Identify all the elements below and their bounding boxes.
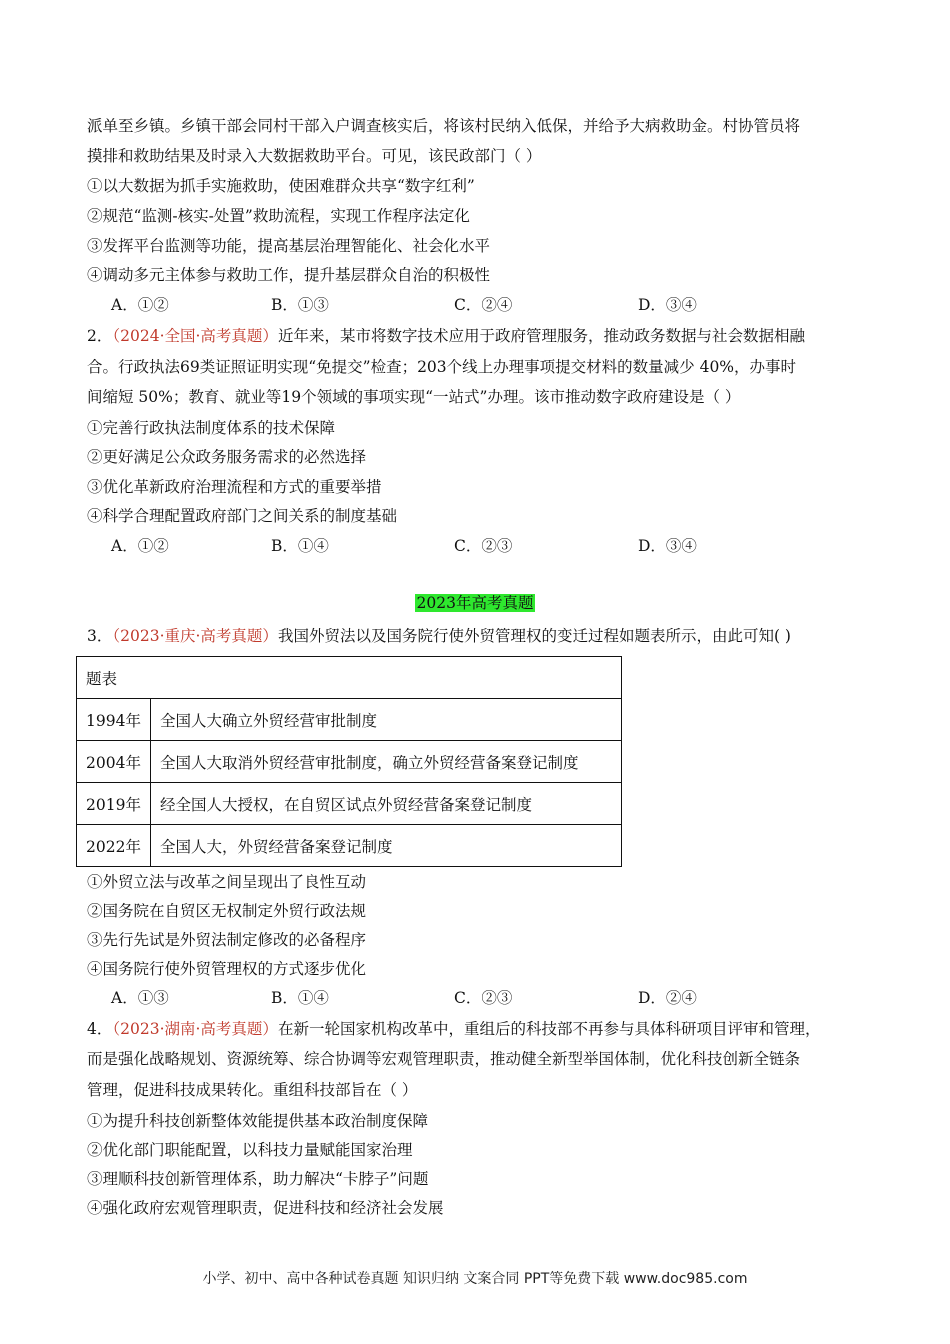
q3-option-b[interactable]: B．①④ <box>271 989 329 1007</box>
q3-options <box>87 988 867 1008</box>
q4-statement: ③理顺科技创新管理体系，助力解决“卡脖子”问题 <box>87 1170 429 1188</box>
table-text: 全国人大，外贸经营备案登记制度 <box>151 825 622 867</box>
q1-text-line: 派单至乡镇。乡镇干部会同村干部入户调查核实后，将该村民纳入低保，并给予大病救助金。村协管员将 <box>87 117 801 135</box>
q3-statement: ④国务院行使外贸管理权的方式逐步优化 <box>87 960 367 978</box>
q3-option-c[interactable]: C．②③ <box>454 989 513 1007</box>
page-footer: 小学、初中、高中各种试卷真题 知识归纳 文案合同 PPT等免费下载 www.doc985.com <box>202 1271 748 1287</box>
table-text: 全国人大取消外贸经营审批制度，确立外贸经营备案登记制度 <box>151 741 622 783</box>
section-title-text: 2023年高考真题 <box>416 594 534 612</box>
q2-statement: ①完善行政执法制度体系的技术保障 <box>87 419 336 437</box>
q3-table <box>76 656 622 867</box>
q1-statement: ③发挥平台监测等功能，提高基层治理智能化、社会化水平 <box>87 237 491 255</box>
table-year: 2019年 <box>77 783 151 825</box>
q2-statement: ④科学合理配置政府部门之间关系的制度基础 <box>87 507 398 525</box>
q2-stem: 近年来，某市将数字技术应用于政府管理服务，推动政务数据与社会数据相融 <box>277 327 805 345</box>
q1-statement: ②规范“监测-核实-处置”救助流程，实现工作程序法定化 <box>87 207 470 225</box>
table-year: 2022年 <box>77 825 151 867</box>
q2-options <box>87 536 867 556</box>
q2-statement: ②更好满足公众政务服务需求的必然选择 <box>87 448 367 466</box>
table-row <box>77 783 622 825</box>
q4-statement: ②优化部门职能配置，以科技力量赋能国家治理 <box>87 1141 413 1159</box>
q2-source: （2024·全国·高考真题） <box>112 327 278 345</box>
q4-statement: ④强化政府宏观管理职责，促进科技和经济社会发展 <box>87 1199 444 1217</box>
q4-first-line <box>87 1019 820 1039</box>
q2-option-d[interactable]: D．③④ <box>638 537 697 555</box>
q1-option-c[interactable]: C．②④ <box>454 296 513 314</box>
q1-statement: ①以大数据为抓手实施救助，使困难群众共享“数字红利” <box>87 177 475 195</box>
q4-source: （2023·湖南·高考真题） <box>112 1020 278 1038</box>
q4-text-line: 管理，促进科技成果转化。重组科技部旨在（ ） <box>87 1081 418 1099</box>
section-title <box>0 592 950 614</box>
table-text: 全国人大确立外贸经营审批制度 <box>151 699 622 741</box>
q1-option-b[interactable]: B．①③ <box>271 296 329 314</box>
q1-option-a[interactable]: A．①② <box>111 296 169 314</box>
table-year: 1994年 <box>77 699 151 741</box>
q1-option-d[interactable]: D．③④ <box>638 296 697 314</box>
table-year: 2004年 <box>77 741 151 783</box>
q2-option-c[interactable]: C．②③ <box>454 537 513 555</box>
q3-statement: ①外贸立法与改革之间呈现出了良性互动 <box>87 873 367 891</box>
q3-source: （2023·重庆·高考真题） <box>112 627 278 645</box>
table-text: 经全国人大授权，在自贸区试点外贸经营备案登记制度 <box>151 783 622 825</box>
q4-statement: ①为提升科技创新整体效能提供基本政治制度保障 <box>87 1112 429 1130</box>
q2-text-line: 间缩短 50%；教育、就业等19个领域的事项实现“一站式”办理。该市推动数字政府建设是（ ） <box>87 388 741 406</box>
q2-text-line: 合。行政执法69类证照证明实现“免提交”检查；203个线上办理事项提交材料的数量减少 40%，办事时 <box>87 358 797 376</box>
table-caption-row <box>77 657 622 699</box>
table-caption: 题表 <box>77 657 622 699</box>
q3-first-line <box>87 626 791 646</box>
q3-number: 3． <box>87 627 113 645</box>
q3-option-d[interactable]: D．②④ <box>638 989 697 1007</box>
q3-statement: ②国务院在自贸区无权制定外贸行政法规 <box>87 902 367 920</box>
q3-option-a[interactable]: A．①③ <box>111 989 169 1007</box>
q1-text-line: 摸排和救助结果及时录入大数据救助平台。可见，该民政部门（ ） <box>87 147 542 165</box>
q2-statement: ③优化革新政府治理流程和方式的重要举措 <box>87 478 382 496</box>
q2-first-line <box>87 326 805 346</box>
q1-statement: ④调动多元主体参与救助工作，提升基层群众自治的积极性 <box>87 266 491 284</box>
q2-number: 2． <box>87 327 113 345</box>
table-row <box>77 699 622 741</box>
q2-option-a[interactable]: A．①② <box>111 537 169 555</box>
table-row <box>77 741 622 783</box>
q3-statement: ③先行先试是外贸法制定修改的必备程序 <box>87 931 367 949</box>
q4-text-line: 而是强化战略规划、资源统筹、综合协调等宏观管理职责，推动健全新型举国体制，优化科技创新全链条 <box>87 1050 801 1068</box>
q3-stem: 我国外贸法以及国务院行使外贸管理权的变迁过程如题表所示，由此可知( ) <box>277 627 791 645</box>
q2-option-b[interactable]: B．①④ <box>271 537 329 555</box>
q4-stem: 在新一轮国家机构改革中，重组后的科技部不再参与具体科研项目评审和管理， <box>277 1020 821 1038</box>
q4-number: 4． <box>87 1020 113 1038</box>
q1-options <box>87 295 867 315</box>
table-row <box>77 825 622 867</box>
